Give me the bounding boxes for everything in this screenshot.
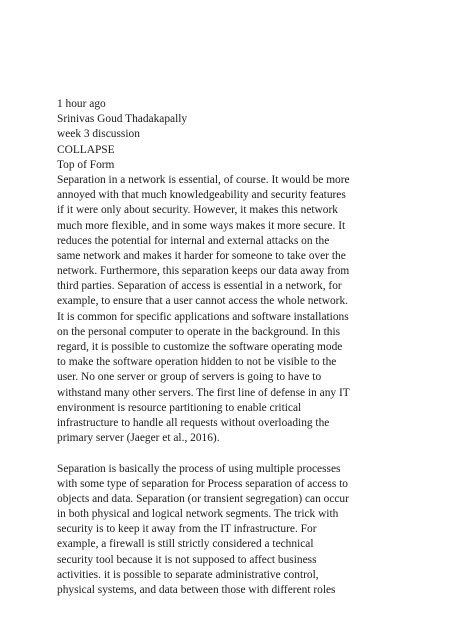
- discussion-post: [57, 97, 427, 598]
- paragraph-line: infrastructure to handle all requests without overloading the: [57, 416, 330, 429]
- post-body: [57, 173, 427, 598]
- paragraph-line: reduces the potential for internal and external attacks on the: [57, 234, 330, 247]
- paragraph-line: activities. it is possible to separate administrative control,: [57, 568, 319, 581]
- paragraph-line: in both physical and logical network segments. The trick with: [57, 508, 339, 521]
- paragraph-line: withstand many other servers. The first line of defense in any IT: [57, 386, 350, 399]
- paragraph-line: physical systems, and data between those with different roles: [57, 584, 336, 596]
- paragraph-line: objects and data. Separation (or transient segregation) can occur: [57, 492, 349, 505]
- paragraph: [57, 173, 427, 446]
- paragraph-line: example, to ensure that a user cannot access the whole network.: [57, 295, 348, 308]
- paragraph-line: user. No one server or group of servers is going to have to: [57, 371, 322, 384]
- paragraph-line: third parties. Separation of access is essential in a network, for: [57, 280, 342, 293]
- paragraph-line: example, a firewall is still strictly considered a technical: [57, 538, 314, 551]
- form-marker: Top of Form: [57, 158, 115, 171]
- paragraph-line: environment is resource partitioning to enable critical: [57, 401, 302, 414]
- post-timestamp: 1 hour ago: [57, 98, 106, 110]
- paragraph-line: Separation is basically the process of using multiple processes: [57, 462, 341, 475]
- paragraph-gap: [57, 446, 427, 461]
- paragraph-line: regard, it is possible to customize the software operating mode: [57, 341, 343, 353]
- paragraph-line: same network and makes it harder for someone to take over the: [57, 249, 346, 262]
- paragraph: [57, 462, 427, 599]
- paragraph-line: It is common for specific applications and software installations: [57, 310, 349, 323]
- paragraph-line: Separation in a network is essential, of course. It would be more: [57, 173, 350, 186]
- paragraph-line: network. Furthermore, this separation keeps our data away from: [57, 265, 350, 278]
- paragraph-line: on the personal computer to operate in the background. In this: [57, 325, 341, 338]
- paragraph-line: annoyed with that much knowledgeability and security features: [57, 189, 346, 202]
- collapse-link[interactable]: COLLAPSE: [57, 143, 115, 156]
- paragraph-line: with some type of separation for Process separation of access to: [57, 477, 349, 490]
- paragraph-line: much more flexible, and in some ways makes it more secure. It: [57, 219, 346, 232]
- paragraph-line: security is to keep it away from the IT infrastructure. For: [57, 523, 317, 536]
- post-author: Srinivas Goud Thadakapally: [57, 113, 188, 126]
- paragraph-line: to make the software operation hidden to not be visible to the: [57, 356, 337, 369]
- paragraph-line: security tool because it is not supposed to affect business: [57, 553, 317, 566]
- paragraph-line: primary server (Jaeger et al., 2016).: [57, 432, 220, 445]
- post-subject: week 3 discussion: [57, 128, 140, 141]
- paragraph-line: if it were only about security. However, it makes this network: [57, 204, 338, 217]
